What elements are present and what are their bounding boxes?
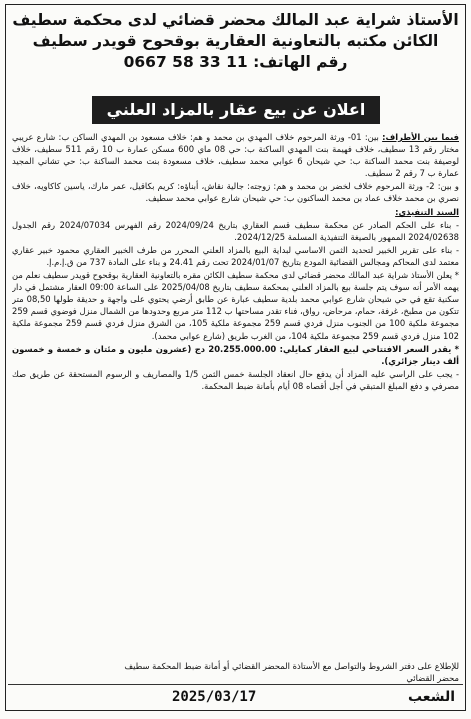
exec-label: السند التنفيذي: (395, 206, 459, 217)
publication-date: 2025/03/17 (172, 689, 257, 705)
auction-details-text: * يعلن الأستاذ شراية عبد المالك محضر قضائي لدى محكمة سطيف الكائن مقره بالتعاونية العقارية بوقحوح قويدر سطيف نعلم من يهمه الأمر أنه سوف يتم جلسة بيع بالمزاد العلني بمحكمة سطيف بتاريخ 2025/04/08 على الساعة 09:00 العقار مشتمل في دار سكنية تقع في حي شيحان شارع عوابي محمد بلدية سطيف عبارة عن طابق أرضي يحتوي على واجهة و حديقة طولها 08,50 متر تتكون من مطبخ، غرفة، حمام، مرحاض، رواق، فناء تقدر مساحتها ب 112 متر مربع وحدودها من الشمال منزل فوضوي قسم 259 مجموعة ملكية 100 من الجنوب منزل فردي قسم 259 مجموعة ملكية 105، من الشرق منزل فردي قسم 259 مجموعة ملكية 102 منزل فردي قسم 259 مجموعة ملكية 104، من الغرب طريق (شارع عوابي محمد). (12, 270, 459, 341)
notice-body (12, 131, 459, 659)
footer-divider (8, 684, 463, 685)
newspaper-name: الشعب (407, 689, 455, 705)
parties-label: فيما بين الأطراف: (382, 132, 459, 142)
exec-expert-text: - بناء على تقرير الخبير لتحديد الثمن الاساسي لبداية البيع بالمزاد العلني المحرر من طرف الخبير العقاري محمود خبير عقاري معتمد لدى المحاكم ومجالس القضائية المودع بتاريخ 2024/01/07 تحت رقم 24.41 و بناء على المادة 737 من ق.إ.م.إ. (12, 244, 459, 267)
notice-footer (12, 660, 459, 684)
office-address: الكائن مكتبه بالتعاونية العقارية بوقحوح قويدر سطيف (32, 32, 439, 50)
signature-text: محضر القضائي (406, 673, 459, 683)
payment-terms-text: - يجب على الراسي عليه المزاد أن يدفع حال انعقاد الجلسة خمس الثمن 1/5 والمصاريف و الرسوم المستحقة عن طريق صك مصرفي و دفع المبلغ المتبقي في أجل أقصاه 08 أيام بأمانة ضبط المحكمة. (12, 368, 459, 391)
phone-label: رقم الهاتف: 11 33 58 0667 (123, 53, 348, 71)
info-text: للإطلاع على دفتر الشروط والتواصل مع الأستاذة المحضر القضائي أو أمانة ضبط المحكمة سطيف (124, 661, 459, 671)
publication-line (12, 688, 459, 706)
bailiff-name: الأستاذ شراية عبد المالك محضر قضائي لدى محكمة سطيف (12, 11, 459, 29)
party-one-text: بين: 01- ورثة المرحوم خلاف المهدي بن محمد و هم: خلاف مسعود بن المهدي الساكن ب: شارع عريبي مختار رقم 13 سطيف، خلاف فهيمة بنت المهدي الساكنة ب: حي 08 ماي 600 مسكن عمارة ب 10 رقم 511 سطيف، خلاف لوصيفة بنت محمد الساكنة ب: حي شيحان 6 عوابي محمد سطيف، خلاف مسعودة بنت محمد الساكنة ب: حي تشاني المجيد عمارة ب 7 رقم 2 سطيف. (12, 132, 459, 179)
parties-paragraph (12, 131, 459, 179)
opening-price-text: * يقدر السعر الافتتاحي لبيع العقار كمايلي: 20.255.000.00 دج (عشرون مليون و مئتان و خمسة و خمسون ألف دينار جزائري). (12, 343, 459, 366)
party-two-text: و بين: 2- ورثة المرحوم خلاف لخضر بن محمد و هم: زوجته: جالية نقاش، أبناؤه: كريم بكاقيل، عمر مارك، ياسين كاكاويه، خلاف نصري بن محمد خلاف عماد بن محمد الساكنون ب: حي شيحان شارع عوابي محمد سطيف. (12, 181, 459, 204)
notice-title: اعلان عن بيع عقار بالمزاد العلني (92, 96, 380, 124)
exec-judgment-text: - بناء على الحكم الصادر عن محكمة سطيف قسم العقاري بتاريخ 2024/09/24 رقم الفهرس 2024/07034 رقم الجدول 2024/02638 الممهور بالصيغة التنفيذية المسلمة 2024/12/25. (12, 219, 459, 242)
